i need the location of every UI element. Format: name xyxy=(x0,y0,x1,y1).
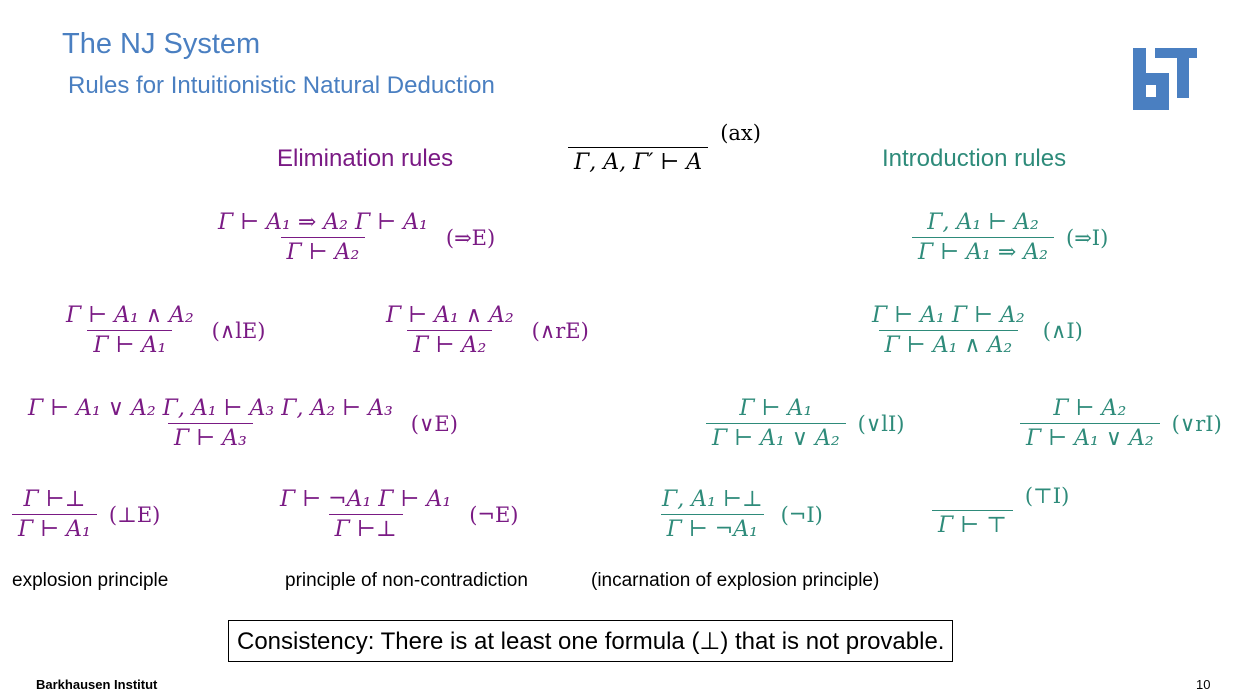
introduction-heading: Introduction rules xyxy=(882,145,1067,172)
incarnation-note: (incarnation of explosion principle) xyxy=(591,570,880,591)
rule-name: (¬I) xyxy=(780,502,823,527)
rule-premise: Γ, A₁ ⊢⊥ xyxy=(662,487,763,512)
rule-conclusion: Γ ⊢ ⊤ xyxy=(932,510,1013,538)
rule-name: (⇒I) xyxy=(1066,225,1109,250)
or-right-intro-rule xyxy=(1020,396,1222,451)
neg-elim-rule xyxy=(274,487,519,542)
rule-premise: Γ, A₁ ⊢ A₂ xyxy=(927,210,1039,235)
top-intro-rule xyxy=(932,484,1070,538)
rule-premise: Γ ⊢ A₁ ∧ A₂ xyxy=(66,303,194,328)
axiom-name: (ax) xyxy=(720,121,761,145)
rule-conclusion: Γ ⊢⊥ xyxy=(329,514,403,542)
rule-premise: Γ ⊢ A₁ Γ ⊢ A₂ xyxy=(872,303,1025,328)
consistency-box: Consistency: There is at least one formula (⊥) that is not provable. xyxy=(228,620,953,662)
rule-name: (⇒E) xyxy=(445,225,496,250)
footer-organization: Barkhausen Institut xyxy=(36,677,158,692)
slide-subtitle: Rules for Intuitionistic Natural Deduction xyxy=(68,72,495,99)
axiom-rule xyxy=(568,121,761,175)
rule-premise: Γ ⊢ A₁ ⇒ A₂ Γ ⊢ A₁ xyxy=(218,210,428,235)
rule-name: (∨lI) xyxy=(857,411,905,436)
rule-conclusion: Γ ⊢ A₁ ⇒ A₂ xyxy=(912,237,1054,265)
imp-elim-rule xyxy=(212,210,495,265)
rule-name: (⊥E) xyxy=(108,502,161,527)
explosion-note: explosion principle xyxy=(12,570,169,591)
rule-conclusion: Γ ⊢ A₁ ∧ A₂ xyxy=(879,330,1019,358)
neg-intro-rule xyxy=(656,487,823,542)
rule-conclusion: Γ ⊢ A₁ xyxy=(87,330,172,358)
bot-elim-rule xyxy=(12,487,160,542)
rule-name: (¬E) xyxy=(469,502,519,527)
axiom-conclusion: Γ, A, Γ′ ⊢ A xyxy=(568,147,708,175)
rule-name: (∧lE) xyxy=(211,318,266,343)
rule-premise: Γ ⊢ A₁ xyxy=(739,396,813,421)
rule-conclusion: Γ ⊢ A₁ ∨ A₂ xyxy=(1020,423,1160,451)
rule-premise: Γ ⊢ A₂ xyxy=(1053,396,1127,421)
and-intro-rule xyxy=(866,303,1083,358)
rule-premise: Γ ⊢⊥ xyxy=(23,487,86,512)
rule-conclusion: Γ ⊢ A₂ xyxy=(407,330,492,358)
and-left-elim-rule xyxy=(60,303,265,358)
and-right-elim-rule xyxy=(380,303,589,358)
rule-conclusion: Γ ⊢ ¬A₁ xyxy=(661,514,764,542)
non-contradiction-note: principle of non-contradiction xyxy=(285,570,528,591)
barkhausen-logo xyxy=(1133,48,1197,110)
elimination-heading: Elimination rules xyxy=(277,145,454,172)
rule-conclusion: Γ ⊢ A₁ xyxy=(12,514,97,542)
rule-premise: Γ ⊢ A₁ ∧ A₂ xyxy=(386,303,514,328)
rule-name: (⊤I) xyxy=(1024,484,1070,508)
rule-conclusion: Γ ⊢ A₃ xyxy=(168,423,253,451)
rule-name: (∧I) xyxy=(1042,318,1083,343)
rule-name: (∨rI) xyxy=(1171,411,1222,436)
page-number: 10 xyxy=(1196,677,1211,692)
rule-name: (∨E) xyxy=(410,411,458,436)
rule-premise xyxy=(966,488,978,510)
or-elim-rule xyxy=(22,396,458,451)
rule-premise: Γ ⊢ A₁ ∨ A₂ Γ, A₁ ⊢ A₃ Γ, A₂ ⊢ A₃ xyxy=(28,396,393,421)
axiom-premise xyxy=(632,125,644,147)
rule-name: (∧rE) xyxy=(531,318,589,343)
slide-title: The NJ System xyxy=(62,28,261,60)
rule-conclusion: Γ ⊢ A₂ xyxy=(281,237,366,265)
rule-premise: Γ ⊢ ¬A₁ Γ ⊢ A₁ xyxy=(280,487,452,512)
or-left-intro-rule xyxy=(706,396,904,451)
imp-intro-rule xyxy=(912,210,1108,265)
rule-conclusion: Γ ⊢ A₁ ∨ A₂ xyxy=(706,423,846,451)
